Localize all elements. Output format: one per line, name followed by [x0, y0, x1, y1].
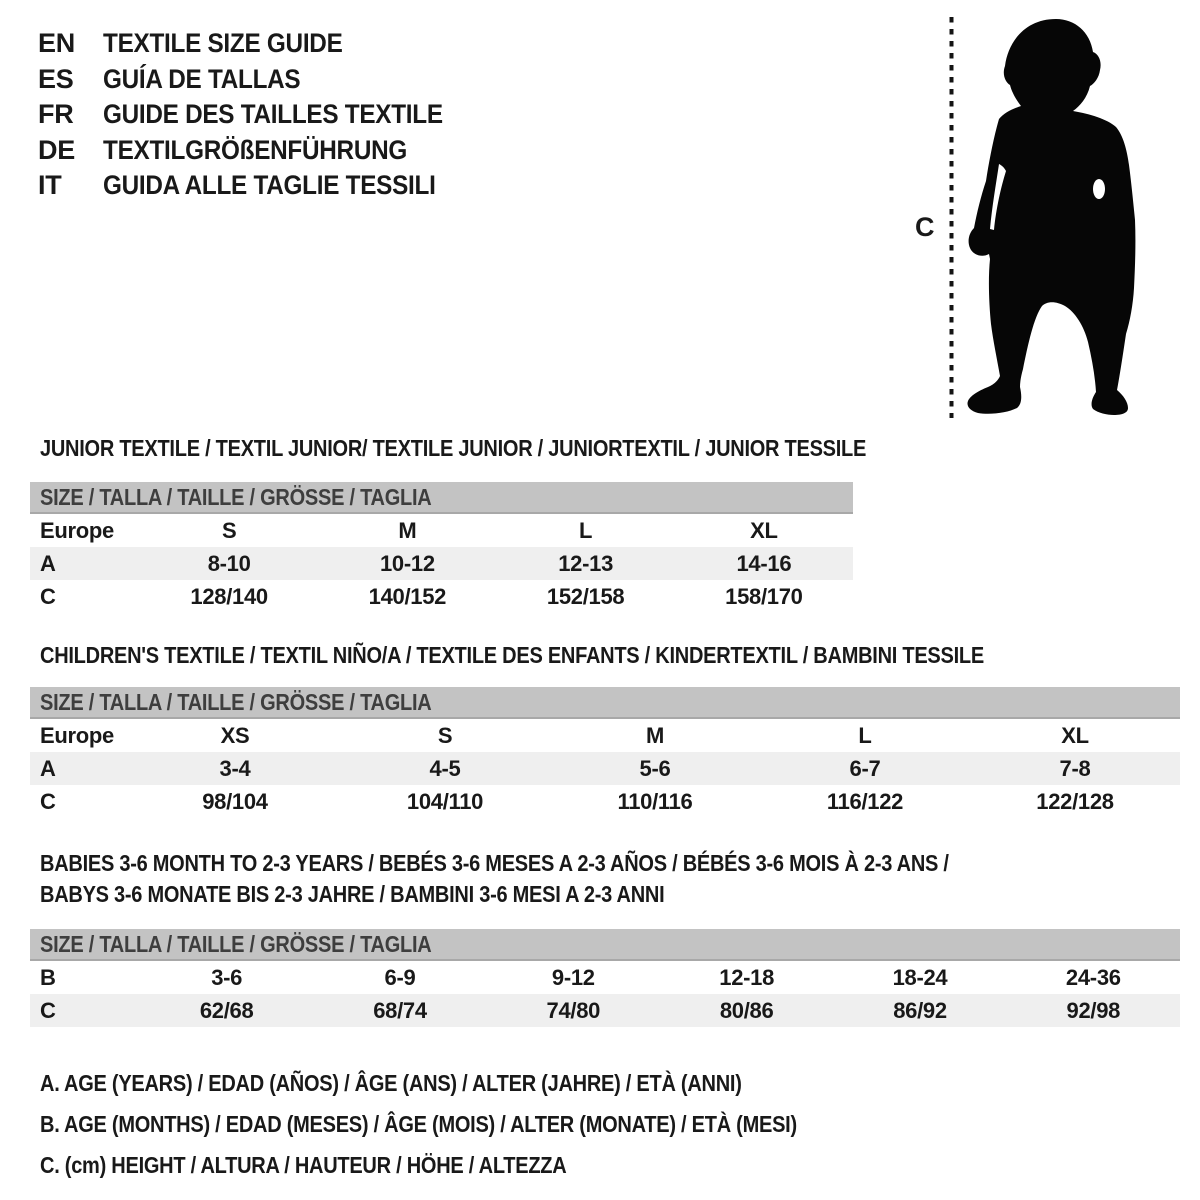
language-code: EN	[38, 28, 75, 58]
cell: 3-4	[219, 755, 251, 781]
size-header-bar: SIZE / TALLA / TAILLE / GRÖSSE / TAGLIA	[30, 482, 853, 514]
toddler-silhouette-image	[963, 14, 1143, 426]
legend-line-a: A. AGE (YEARS) / EDAD (AÑOS) / ÂGE (ANS) / ALTER (JAHRE) / ETÀ (ANNI)	[40, 1070, 742, 1096]
babies-size-table	[30, 929, 1180, 1027]
column-header: S	[437, 722, 453, 748]
table-row	[30, 547, 853, 580]
column-header: M	[645, 722, 665, 748]
cell: 74/80	[546, 997, 601, 1023]
row-label: B	[40, 964, 56, 990]
column-header: XS	[220, 722, 250, 748]
cell: 7-8	[1059, 755, 1091, 781]
babies-section-heading: BABIES 3-6 MONTH TO 2-3 YEARS / BEBÉS 3-6 MESES A 2-3 AÑOS / BÉBÉS 3-6 MOIS À 2-3 ANS / BABYS 3-6 MONATE BIS 2-3 JAHRE / BAMBINI 3-6 MESI A 2-3 ANNI	[40, 850, 949, 907]
language-title: GUIDE DES TAILLES TEXTILE	[103, 99, 443, 129]
legend-line-c: C. (cm) HEIGHT / ALTURA / HAUTEUR / HÖHE / ALTEZZA	[40, 1152, 567, 1178]
table-row	[30, 514, 853, 547]
legend-line-b: B. AGE (MONTHS) / EDAD (MESES) / ÂGE (MOIS) / ALTER (MONATE) / ETÀ (MESI)	[40, 1111, 797, 1137]
cell: 5-6	[639, 755, 671, 781]
language-row	[38, 172, 481, 200]
cell: 18-24	[892, 964, 948, 990]
table-row	[30, 994, 1180, 1027]
language-code: IT	[38, 170, 62, 200]
cell: 9-12	[551, 964, 595, 990]
cell: 122/128	[1036, 788, 1114, 814]
cell: 152/158	[546, 583, 625, 609]
language-code: ES	[38, 63, 74, 94]
cell: 62/68	[199, 997, 254, 1023]
size-header-bar: SIZE / TALLA / TAILLE / GRÖSSE / TAGLIA	[30, 687, 1180, 719]
language-row	[38, 134, 481, 165]
cell: 86/92	[893, 997, 947, 1023]
cell: 10-12	[379, 550, 435, 576]
cell: 6-7	[849, 755, 881, 781]
cell: 12-18	[719, 964, 775, 990]
cell: 12-13	[558, 550, 614, 576]
cell: 80/86	[719, 997, 774, 1023]
measure-legend	[40, 1063, 910, 1186]
language-row	[38, 101, 481, 129]
cell: 8-10	[207, 550, 251, 576]
cell: 128/140	[190, 583, 268, 609]
language-row	[38, 63, 481, 94]
table-row	[30, 752, 1180, 785]
language-code: FR	[38, 99, 74, 129]
table-row	[30, 719, 1180, 752]
height-measure-label: C	[915, 212, 935, 242]
language-title: GUÍA DE TALLAS	[103, 63, 301, 94]
cell: 68/74	[373, 997, 427, 1023]
column-header: XL	[750, 517, 778, 543]
height-measure-line	[949, 17, 954, 418]
cell: 140/152	[368, 583, 447, 609]
cell: 98/104	[202, 788, 268, 814]
row-label: C	[40, 788, 56, 814]
cell: 110/116	[617, 788, 693, 814]
cell: 4-5	[429, 755, 461, 781]
row-label: Europe	[40, 722, 114, 748]
column-header: S	[221, 517, 237, 543]
table-row	[30, 785, 1180, 818]
row-label: Europe	[40, 517, 114, 543]
row-label: A	[40, 550, 56, 576]
junior-size-table	[30, 482, 853, 613]
children-size-table	[30, 687, 1180, 818]
column-header: L	[579, 517, 593, 543]
language-row	[38, 30, 481, 58]
language-title: TEXTILGRÖßENFÜHRUNG	[103, 134, 408, 165]
language-code: DE	[38, 134, 75, 165]
column-header: M	[398, 517, 417, 543]
cell: 14-16	[736, 550, 792, 576]
table-row	[30, 961, 1180, 994]
column-header: L	[858, 722, 872, 748]
table-row	[30, 580, 853, 613]
column-header: XL	[1061, 722, 1089, 748]
language-title: GUIDA ALLE TAGLIE TESSILI	[103, 170, 436, 200]
language-title-list	[38, 30, 481, 208]
cell: 104/110	[406, 788, 484, 814]
cell: 92/98	[1066, 997, 1121, 1023]
cell: 24-36	[1065, 964, 1121, 990]
cell: 6-9	[384, 964, 416, 990]
language-title: TEXTILE SIZE GUIDE	[103, 28, 343, 58]
size-header-bar: SIZE / TALLA / TAILLE / GRÖSSE / TAGLIA	[30, 929, 1180, 961]
row-label: C	[40, 997, 56, 1023]
cell: 158/170	[725, 583, 803, 609]
cell: 116/122	[826, 788, 904, 814]
cell: 3-6	[211, 964, 243, 990]
children-section-heading: CHILDREN'S TEXTILE / TEXTIL NIÑO/A / TEXTILE DES ENFANTS / KINDERTEXTIL / BAMBINI TESSILE	[40, 642, 984, 668]
row-label: C	[40, 583, 56, 609]
row-label: A	[40, 755, 56, 781]
junior-section-heading: JUNIOR TEXTILE / TEXTIL JUNIOR/ TEXTILE JUNIOR / JUNIORTEXTIL / JUNIOR TESSILE	[40, 435, 867, 461]
